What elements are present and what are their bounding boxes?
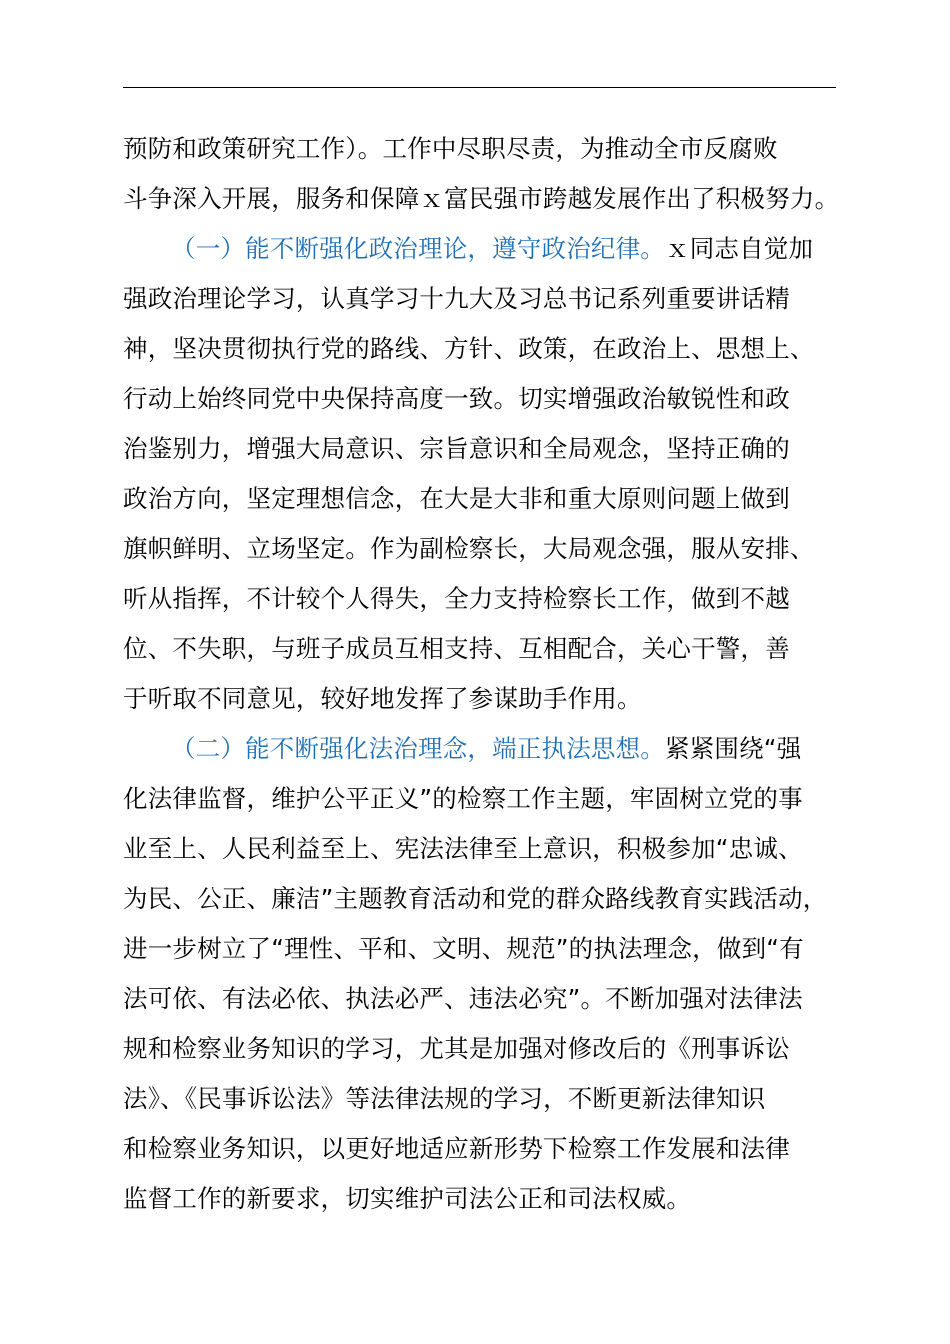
section1-first-line-text: ｘ同志自觉加 [665, 234, 814, 263]
section2-line: 进一步树立了“理性、平和、文明、规范”的执法理念，做到“有 [123, 934, 804, 963]
section1-line: 治鉴别力，增强大局意识、宗旨意识和全局观念，坚持正确的 [123, 434, 790, 463]
section1-line: 神，坚决贯彻执行党的路线、方针、政策，在政治上、思想上、 [123, 334, 815, 363]
section1-line: 旗帜鲜明、立场坚定。作为副检察长，大局观念强，服从安排、 [123, 534, 815, 563]
header-divider [123, 87, 836, 88]
section2-line: 为民、公正、廉洁”主题教育活动和党的群众路线教育实践活动， [123, 884, 828, 913]
section2-line: 法》、《民事诉讼法》等法律法规的学习，不断更新法律知识 [123, 1084, 766, 1113]
section2-heading: （二）能不断强化法治理念，端正执法思想。 [171, 734, 665, 763]
section1-line: 听从指挥，不计较个人得失，全力支持检察长工作，做到不越 [123, 584, 790, 613]
section2-line: 业至上、人民利益至上、宪法法律至上意识，积极参加“忠诚、 [123, 834, 803, 863]
section2-line: 和检察业务知识，以更好地适应新形势下检察工作发展和法律 [123, 1134, 790, 1163]
intro-line-1: 预防和政策研究工作）。工作中尽职尽责，为推动全市反腐败 [123, 134, 778, 163]
section2-first-line-text: 紧紧围绕“强 [665, 734, 802, 763]
section1-line: 政治方向，坚定理想信念，在大是大非和重大原则问题上做到 [123, 484, 790, 513]
section1-line: 行动上始终同党中央保持高度一致。切实增强政治敏锐性和政 [123, 384, 790, 413]
section2-first-line [123, 724, 843, 774]
section2-line: 规和检察业务知识的学习，尤其是加强对修改后的《刑事诉讼 [123, 1034, 790, 1063]
section1-heading: （一）能不断强化政治理论，遵守政治纪律。 [171, 234, 665, 263]
section1-line: 位、不失职，与班子成员互相支持、互相配合，关心干警，善 [123, 634, 790, 663]
section1-first-line [123, 224, 843, 274]
section2-line: 化法律监督，维护公平正义”的检察工作主题，牢固树立党的事 [123, 784, 803, 813]
section1-line: 于听取不同意见，较好地发挥了参谋助手作用。 [123, 684, 642, 713]
document-body [123, 124, 843, 1224]
section1-line: 强政治理论学习，认真学习十九大及习总书记系列重要讲话精 [123, 284, 790, 313]
intro-line-2: 斗争深入开展，服务和保障ｘ富民强市跨越发展作出了积极努力。 [123, 184, 840, 213]
section2-line: 监督工作的新要求，切实维护司法公正和司法权威。 [123, 1184, 692, 1213]
section2-line: 法可依、有法必依、执法必严、违法必究”。不断加强对法律法 [123, 984, 803, 1013]
